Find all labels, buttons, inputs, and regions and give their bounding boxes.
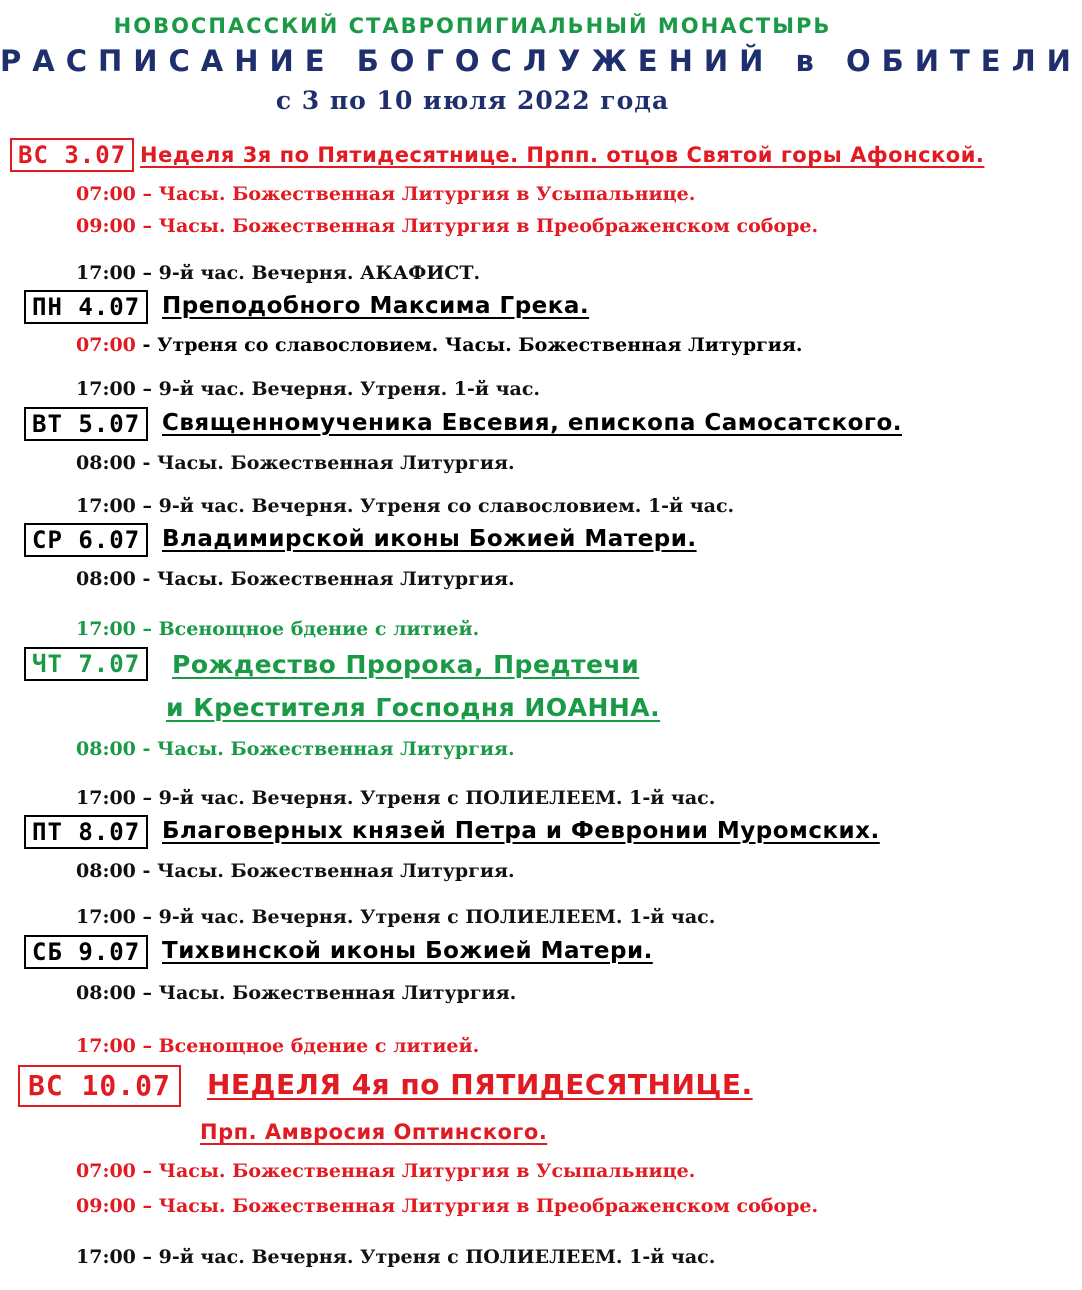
service-text: - Утреня со славословием. Часы. Божественная Литургия. xyxy=(135,334,803,356)
feast-title: Благоверных князей Петра и Февронии Муромских. xyxy=(162,818,880,844)
day-label-monday: ПН 4.07 xyxy=(24,290,148,324)
service-line: 08:00 – Часы. Божественная Литургия. xyxy=(76,982,517,1004)
day-label-sunday-3: ВС 3.07 xyxy=(10,138,134,172)
day-label-tuesday: ВТ 5.07 xyxy=(24,407,148,441)
day-label-friday: ПТ 8.07 xyxy=(24,815,148,849)
feast-title: Преподобного Максима Грека. xyxy=(162,293,590,319)
day-label-thursday: ЧТ 7.07 xyxy=(24,647,148,681)
service-line: 17:00 – 9-й час. Вечерня. Утреня со славословием. 1-й час. xyxy=(76,495,735,517)
schedule-title: РАСПИСАНИЕ БОГОСЛУЖЕНИЙ в ОБИТЕЛИ xyxy=(0,44,1082,78)
service-line: 07:00 – Часы. Божественная Литургия в Усыпальнице. xyxy=(76,183,696,205)
service-line: 17:00 – Всенощное бдение с литией. xyxy=(76,618,480,640)
day-label-wednesday: СР 6.07 xyxy=(24,523,148,557)
service-line: 08:00 - Часы. Божественная Литургия. xyxy=(76,860,515,882)
service-line: 09:00 – Часы. Божественная Литургия в Преображенском соборе. xyxy=(76,215,819,237)
service-line: 07:00 – Часы. Божественная Литургия в Усыпальнице. xyxy=(76,1160,696,1182)
service-line: 17:00 – 9-й час. Вечерня. Утреня. 1-й час. xyxy=(76,378,541,400)
service-line: 17:00 – 9-й час. Вечерня. Утреня с ПОЛИЕЛЕЕМ. 1-й час. xyxy=(76,1246,716,1268)
service-line: 08:00 - Часы. Божественная Литургия. xyxy=(76,452,515,474)
feast-title-line2: Прп. Амвросия Оптинского. xyxy=(200,1120,548,1144)
feast-title-line1: НЕДЕЛЯ 4я по ПЯТИДЕСЯТНИЦЕ. xyxy=(207,1068,753,1101)
day-label-saturday: СБ 9.07 xyxy=(24,935,148,969)
feast-title: Владимирской иконы Божией Матери. xyxy=(162,526,697,552)
service-line: 17:00 – 9-й час. Вечерня. АКАФИСТ. xyxy=(76,262,481,284)
feast-title-line2: и Крестителя Господня ИОАННА. xyxy=(166,693,661,722)
schedule-period: с 3 по 10 июля 2022 года xyxy=(275,86,670,115)
feast-title: Священномученика Евсевия, епископа Самосатского. xyxy=(162,410,902,436)
feast-title: Тихвинской иконы Божией Матери. xyxy=(162,938,653,964)
service-line xyxy=(76,334,803,356)
feast-title: Неделя 3я по Пятидесятнице. Прпп. отцов Святой горы Афонской. xyxy=(140,143,985,167)
monastery-name: НОВОСПАССКИЙ СТАВРОПИГИАЛЬНЫЙ МОНАСТЫРЬ xyxy=(113,14,832,38)
service-line: 08:00 - Часы. Божественная Литургия. xyxy=(76,738,515,760)
service-line: 09:00 – Часы. Божественная Литургия в Преображенском соборе. xyxy=(76,1195,819,1217)
service-line: 17:00 – 9-й час. Вечерня. Утреня с ПОЛИЕЛЕЕМ. 1-й час. xyxy=(76,906,716,928)
service-line: 08:00 - Часы. Божественная Литургия. xyxy=(76,568,515,590)
service-line: 17:00 – Всенощное бдение с литией. xyxy=(76,1035,480,1057)
feast-title-line1: Рождество Пророка, Предтечи xyxy=(172,650,640,679)
day-label-sunday-10: ВС 10.07 xyxy=(18,1065,181,1107)
service-line: 17:00 – 9-й час. Вечерня. Утреня с ПОЛИЕЛЕЕМ. 1-й час. xyxy=(76,787,716,809)
service-time: 07:00 xyxy=(76,334,136,356)
